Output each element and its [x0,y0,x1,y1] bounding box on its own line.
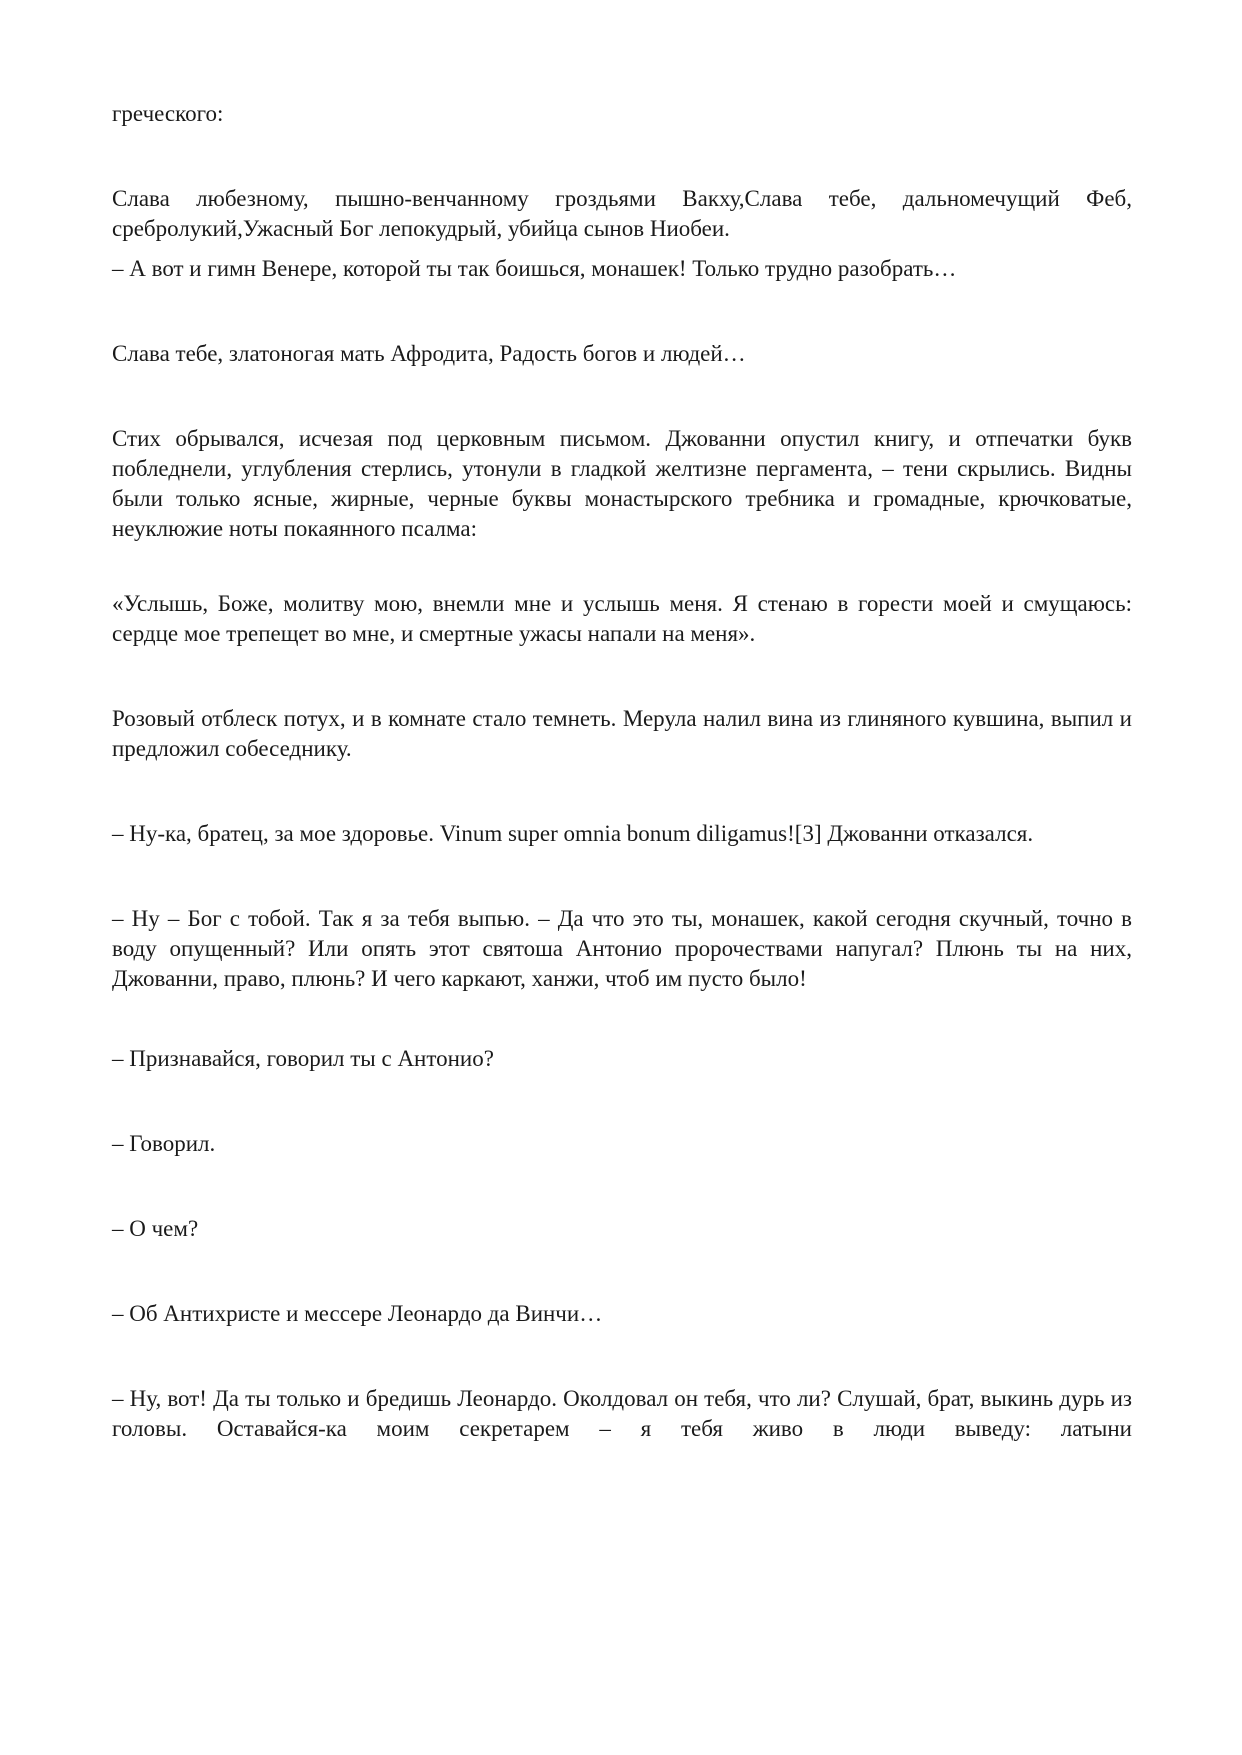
paragraph-13: – Об Антихристе и мессере Леонардо да Винчи… [112,1301,603,1326]
paragraph-3: – А вот и гимн Венере, которой ты так боишься, монашек! Только трудно разобрать… [112,256,957,281]
paragraph-6: «Услышь, Боже, молитву мою, внемли мне и услышь меня. Я стенаю в горести моей и смущаюсь: сердце мое трепещет во мне, и смертные ужасы напали на меня». [112,591,1132,646]
paragraph-5: Стих обрывался, исчезая под церковным письмом. Джованни опустил книгу, и отпечатки букв побледнели, углубления стерлись, утонули в гладкой желтизне пергамента, – тени скрылись. Видны были только ясные, жирные, черные буквы монастырского требника и громадные, крючковатые, неуклюжие ноты покаянного псалма: [112,426,1132,541]
paragraph-4: Слава тебе, златоногая мать Афродита, Радость богов и людей… [112,341,746,366]
paragraph-1: греческого: [112,101,224,126]
paragraph-14: – Ну, вот! Да ты только и бредишь Леонардо. Околдовал он тебя, что ли? Слушай, брат, выкинь дурь из головы. Оставайся-ка моим секретарем – я тебя живо в люди выведу: латыни [112,1386,1132,1441]
paragraph-9: – Ну – Бог с тобой. Так я за тебя выпью. – Да что это ты, монашек, какой сегодня скучный, точно в воду опущенный? Или опять этот святоша Антонио пророчествами напугал? Плюнь ты на них, Джованни, право, плюнь? И чего каркают, ханжи, чтоб им пусто было! [112,906,1132,991]
paragraph-7: Розовый отблеск потух, и в комнате стало темнеть. Мерула налил вина из глиняного кувшина, выпил и предложил собеседнику. [112,706,1132,761]
paragraph-2: Слава любезному, пышно-венчанному гроздьями Вакху,Слава тебе, дальномечущий Феб, сребролукий,Ужасный Бог лепокудрый, убийца сынов Ниобеи. [112,186,1132,241]
paragraph-10: – Признавайся, говорил ты с Антонио? [112,1046,494,1071]
paragraph-12: – О чем? [112,1216,199,1241]
paragraph-8: – Ну-ка, братец, за мое здоровье. Vinum super omnia bonum diligamus![3] Джованни отказался. [112,821,1034,846]
paragraph-11: – Говорил. [112,1131,216,1156]
